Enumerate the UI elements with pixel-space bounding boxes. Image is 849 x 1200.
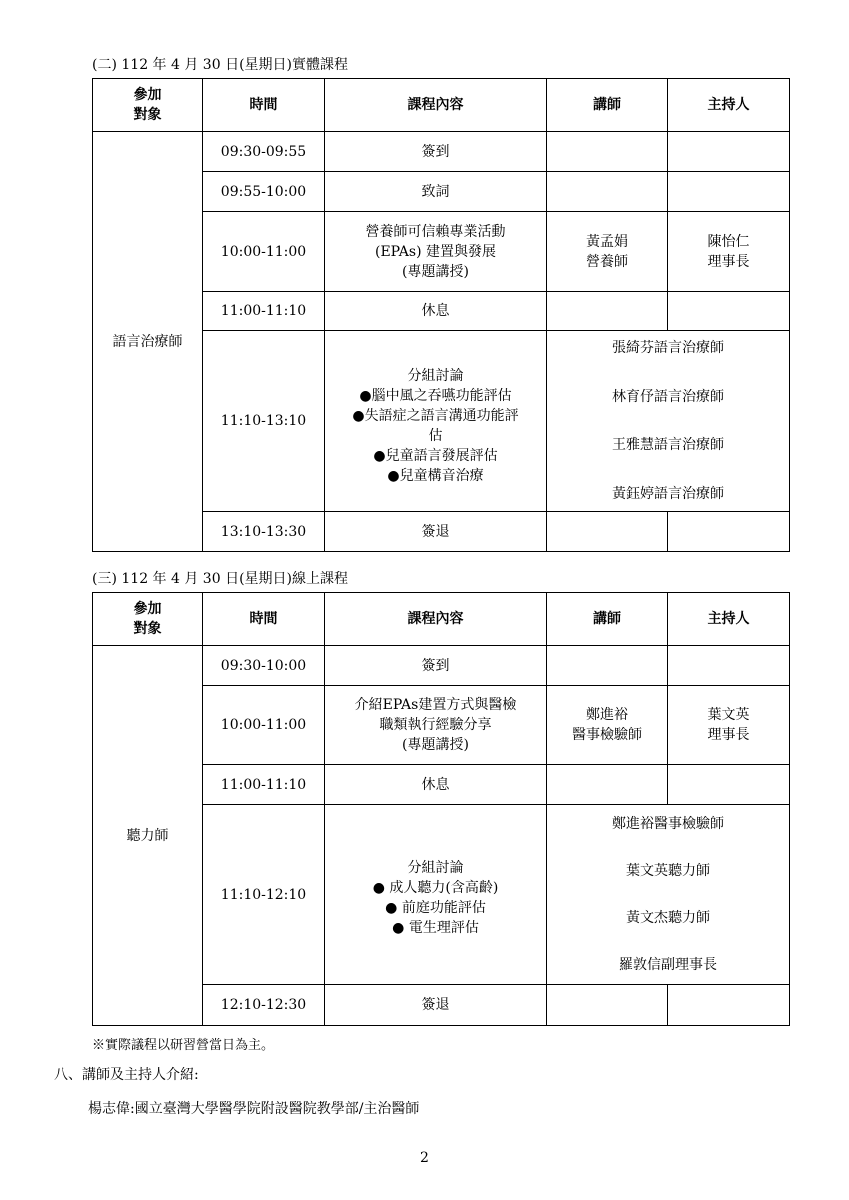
- content-cell: 介紹EPAs建置方式與醫檢 職類執行經驗分享 (專題講授): [325, 686, 547, 765]
- time-cell: 11:10-13:10: [203, 331, 325, 512]
- lecturer-group-cell: 張綺芬語言治療師 林育伃語言治療師 王雅慧語言治療師 黃鈺婷語言治療師: [547, 331, 790, 512]
- header-lecturer: 講師: [547, 79, 668, 132]
- header-content: 課程內容: [325, 79, 547, 132]
- time-cell: 12:10-12:30: [203, 985, 325, 1026]
- lecturer-cell: [547, 985, 668, 1026]
- host-cell: [668, 132, 790, 172]
- lecturer-cell: [547, 132, 668, 172]
- page-number: 2: [420, 1150, 429, 1166]
- header-time: 時間: [203, 79, 325, 132]
- table-row: [93, 646, 790, 686]
- header-host: 主持人: [668, 79, 790, 132]
- schedule-note: ※實際議程以研習營當日為主。: [92, 1038, 275, 1053]
- host-cell: [668, 765, 790, 805]
- host-cell: 陳怡仁 理事長: [668, 212, 790, 292]
- content-cell: 簽退: [325, 512, 547, 552]
- time-cell: 09:30-09:55: [203, 132, 325, 172]
- content-cell: 簽到: [325, 646, 547, 686]
- host-cell: [668, 985, 790, 1026]
- lecturer-cell: [547, 292, 668, 331]
- host-cell: [668, 646, 790, 686]
- time-cell: 10:00-11:00: [203, 212, 325, 292]
- time-cell: 13:10-13:30: [203, 512, 325, 552]
- table-row: [93, 132, 790, 172]
- table1-caption: (二) 112 年 4 月 30 日(星期日)實體課程: [92, 57, 348, 73]
- audience-cell: 語言治療師: [93, 132, 203, 552]
- host-cell: [668, 512, 790, 552]
- time-cell: 09:30-10:00: [203, 646, 325, 686]
- header-lecturer: 講師: [547, 593, 668, 646]
- header-audience: 參加 對象: [93, 593, 203, 646]
- lecturer-cell: 黃孟娟 營養師: [547, 212, 668, 292]
- lecturer-cell: 鄭進裕 醫事檢驗師: [547, 686, 668, 765]
- time-cell: 11:10-12:10: [203, 805, 325, 985]
- table-header-row: [93, 593, 790, 646]
- audience-cell: 聽力師: [93, 646, 203, 1026]
- lecturer-cell: [547, 172, 668, 212]
- host-cell: [668, 292, 790, 331]
- host-cell: [668, 172, 790, 212]
- lecturer-intro: 楊志偉:國立臺灣大學醫學院附設醫院教學部/主治醫師: [88, 1101, 420, 1117]
- time-cell: 11:00-11:10: [203, 765, 325, 805]
- time-cell: 10:00-11:00: [203, 686, 325, 765]
- table2-caption: (三) 112 年 4 月 30 日(星期日)線上課程: [92, 571, 348, 587]
- lecturer-cell: [547, 512, 668, 552]
- content-cell: 簽退: [325, 985, 547, 1026]
- lecturer-group-cell: 鄭進裕醫事檢驗師 葉文英聽力師 黃文杰聽力師 羅敦信副理事長: [547, 805, 790, 985]
- lecturer-cell: [547, 646, 668, 686]
- header-content: 課程內容: [325, 593, 547, 646]
- content-cell: 休息: [325, 765, 547, 805]
- header-time: 時間: [203, 593, 325, 646]
- schedule-table-online: [92, 592, 790, 1026]
- content-cell: 營養師可信賴專業活動 (EPAs) 建置與發展 (專題講授): [325, 212, 547, 292]
- time-cell: 11:00-11:10: [203, 292, 325, 331]
- host-cell: 葉文英 理事長: [668, 686, 790, 765]
- table-header-row: [93, 79, 790, 132]
- header-audience: 參加 對象: [93, 79, 203, 132]
- lecturer-cell: [547, 765, 668, 805]
- section-heading: 八、講師及主持人介紹:: [54, 1067, 199, 1083]
- header-host: 主持人: [668, 593, 790, 646]
- content-cell: 休息: [325, 292, 547, 331]
- content-cell: 分組討論 ●腦中風之吞嚥功能評估 ●失語症之語言溝通功能評 估 ●兒童語言發展評估 ●兒童構音治療: [325, 331, 547, 512]
- content-cell: 簽到: [325, 132, 547, 172]
- content-cell: 致詞: [325, 172, 547, 212]
- time-cell: 09:55-10:00: [203, 172, 325, 212]
- content-cell: 分組討論 ● 成人聽力(含高齡) ● 前庭功能評估 ● 電生理評估: [325, 805, 547, 985]
- schedule-table-in-person: [92, 78, 790, 552]
